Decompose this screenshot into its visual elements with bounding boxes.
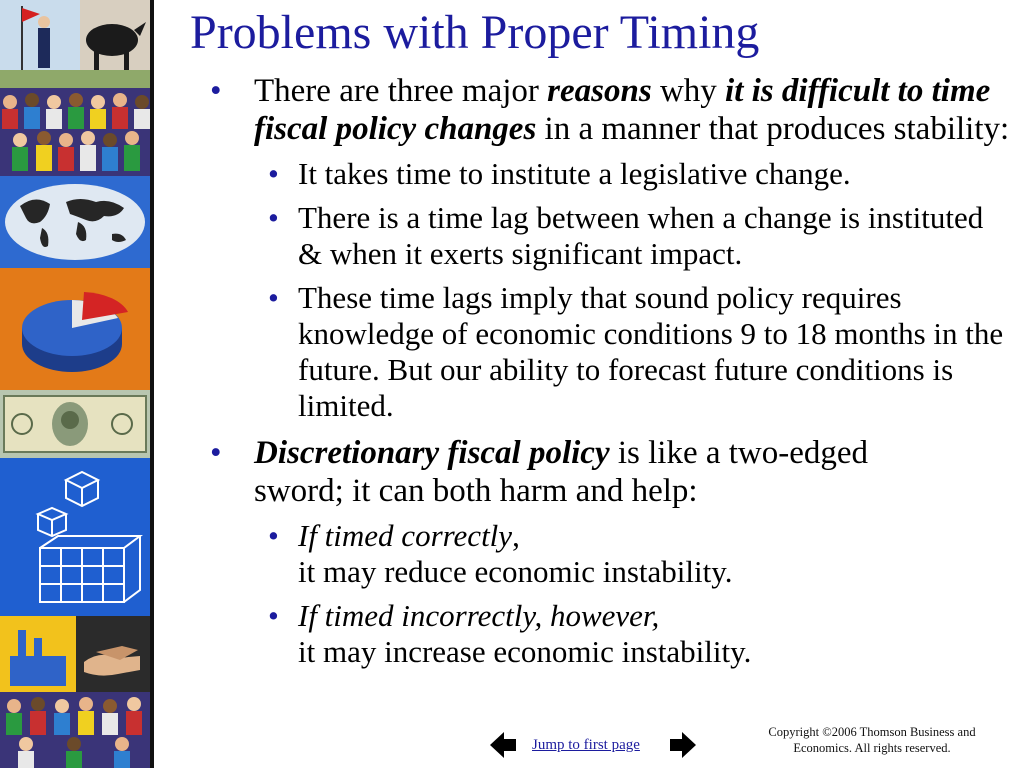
sub-bullet-lead: If timed incorrectly, however, [298,598,660,633]
sub-bullet-text: These time lags imply that sound policy requires knowledge of economic conditions 9 to 18 months in the future. But our ability to forecast future conditions is limited. [298,280,1004,423]
bullet-text: why [651,73,726,109]
bullet-discretionary [210,434,1010,510]
arrow-left-icon[interactable] [490,732,516,758]
bullet-marker: • [268,156,279,191]
bullet-marker: • [268,518,279,553]
bullet-marker: • [268,280,279,315]
copyright-line: Copyright ©2006 Thomson Business and [768,725,976,739]
crowd-illustration [0,88,150,176]
page-title: Problems with Proper Timing [190,6,760,59]
building-blocks-illustration [0,458,150,616]
sub-bullet-text: There is a time lag between when a change is instituted & when it exerts significant impact. [298,200,984,271]
dollar-bill-illustration [0,390,150,458]
bullet-emphasis: Discretionary fiscal policy [254,435,610,471]
sub-bullet [210,200,1010,272]
sub-bullet-text: it may reduce economic instability. [298,554,733,589]
sub-bullet [210,156,1010,192]
copyright-notice [742,724,1002,756]
sub-bullet [210,518,1010,590]
bullet-emphasis: it is difficult to time fiscal policy changes [254,73,991,147]
bullet-marker: • [210,73,222,109]
crowd-illustration-bottom [0,692,150,768]
sub-bullet-text: It takes time to institute a legislative change. [298,156,851,191]
strip-border [150,0,154,768]
sub-bullet [210,598,1010,670]
bullet-marker: • [268,200,279,235]
arrow-right-icon[interactable] [670,732,696,758]
bullet-marker: • [268,598,279,633]
copyright-line: Economics. All rights reserved. [793,741,951,755]
sub-bullet-text: it may increase economic instability. [298,634,752,669]
flag-bull-illustration [0,0,150,88]
bullet-reasons [210,72,1010,148]
pie-chart-illustration [0,268,150,390]
decorative-image-strip [0,0,150,768]
jump-to-first-page-link[interactable]: Jump to first page [532,737,640,753]
bullet-marker: • [210,435,222,471]
bullet-text: is like a two-edged sword; it can both harm and help: [254,435,869,509]
bullet-text: in a manner that produces stability: [536,111,1010,147]
bullet-emphasis: reasons [547,73,652,109]
bullet-text: There are three major [254,73,548,109]
slide-content [210,72,1010,670]
sub-bullet-punct: , [512,518,520,553]
sub-bullet-lead: If timed correctly [298,518,513,553]
world-map-illustration [0,176,150,268]
factory-handshake-illustration [0,616,150,692]
sub-bullet [210,280,1010,424]
